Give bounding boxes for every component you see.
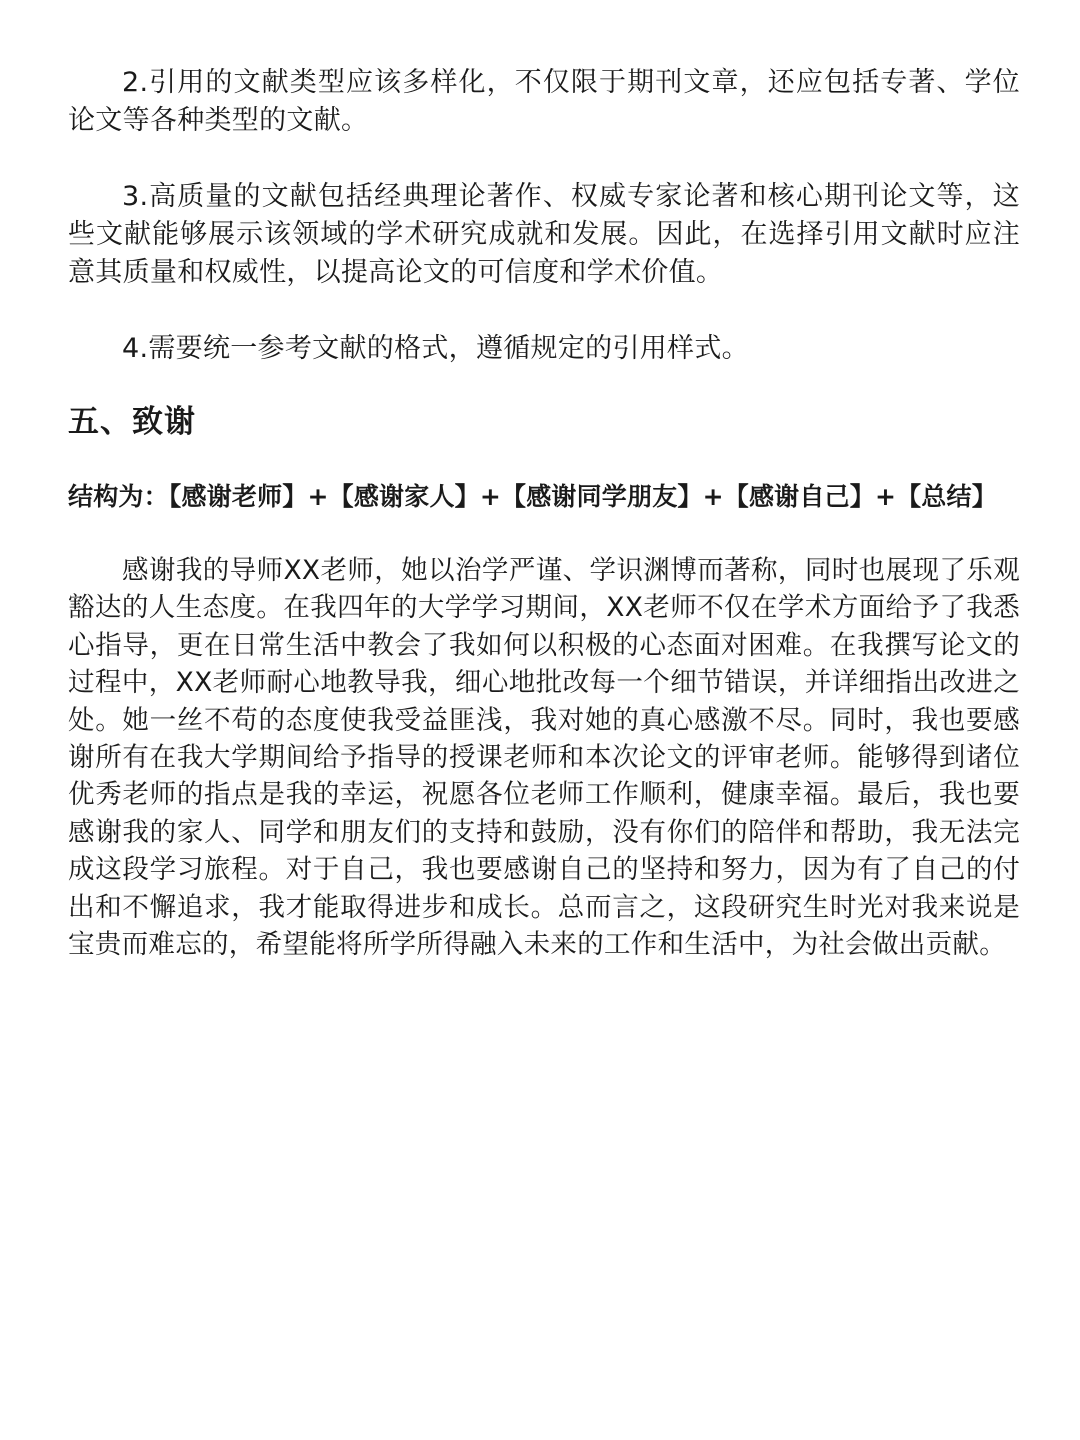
section-heading-acknowledgement: 五、致谢 xyxy=(68,404,196,440)
reference-item-3: 3.高质量的文献包括经典理论著作、权威专家论著和核心期刊论文等，这些文献能够展示该领域的学术研究成就和发展。因此，在选择引用文献时应注意其质量和权威性，以提高论文的可信度和学术价值。 xyxy=(68,181,1020,288)
reference-item-4: 4.需要统一参考文献的格式，遵循规定的引用样式。 xyxy=(122,333,749,364)
document-page xyxy=(68,64,1020,963)
structure-line: 结构为：【感谢老师】+【感谢家人】+【感谢同学朋友】+【感谢自己】+【总结】 xyxy=(68,482,997,511)
acknowledgement-body: 感谢我的导师XX老师，她以治学严谨、学识渊博而著称，同时也展现了乐观豁达的人生态度。在我四年的大学学习期间，XX老师不仅在学术方面给予了我悉心指导，更在日常生活中教会了我如何以积极的心态面对困难。在我撰写论文的过程中，XX老师耐心地教导我，细心地批改每一个细节错误，并详细指出改进之处。她一丝不苟的态度使我受益匪浅，我对她的真心感激不尽。同时，我也要感谢所有在我大学期间给予指导的授课老师和本次论文的评审老师。能够得到诸位优秀老师的指点是我的幸运，祝愿各位老师工作顺利，健康幸福。最后，我也要感谢我的家人、同学和朋友们的支持和鼓励，没有你们的陪伴和帮助，我无法完成这段学习旅程。对于自己，我也要感谢自己的坚持和努力，因为有了自己的付出和不懈追求，我才能取得进步和成长。总而言之，这段研究生时光对我来说是宝贵而难忘的，希望能将所学所得融入未来的工作和生活中，为社会做出贡献。 xyxy=(68,555,1020,961)
reference-item-2: 2.引用的文献类型应该多样化，不仅限于期刊文章，还应包括专著、学位论文等各种类型的文献。 xyxy=(68,67,1020,136)
